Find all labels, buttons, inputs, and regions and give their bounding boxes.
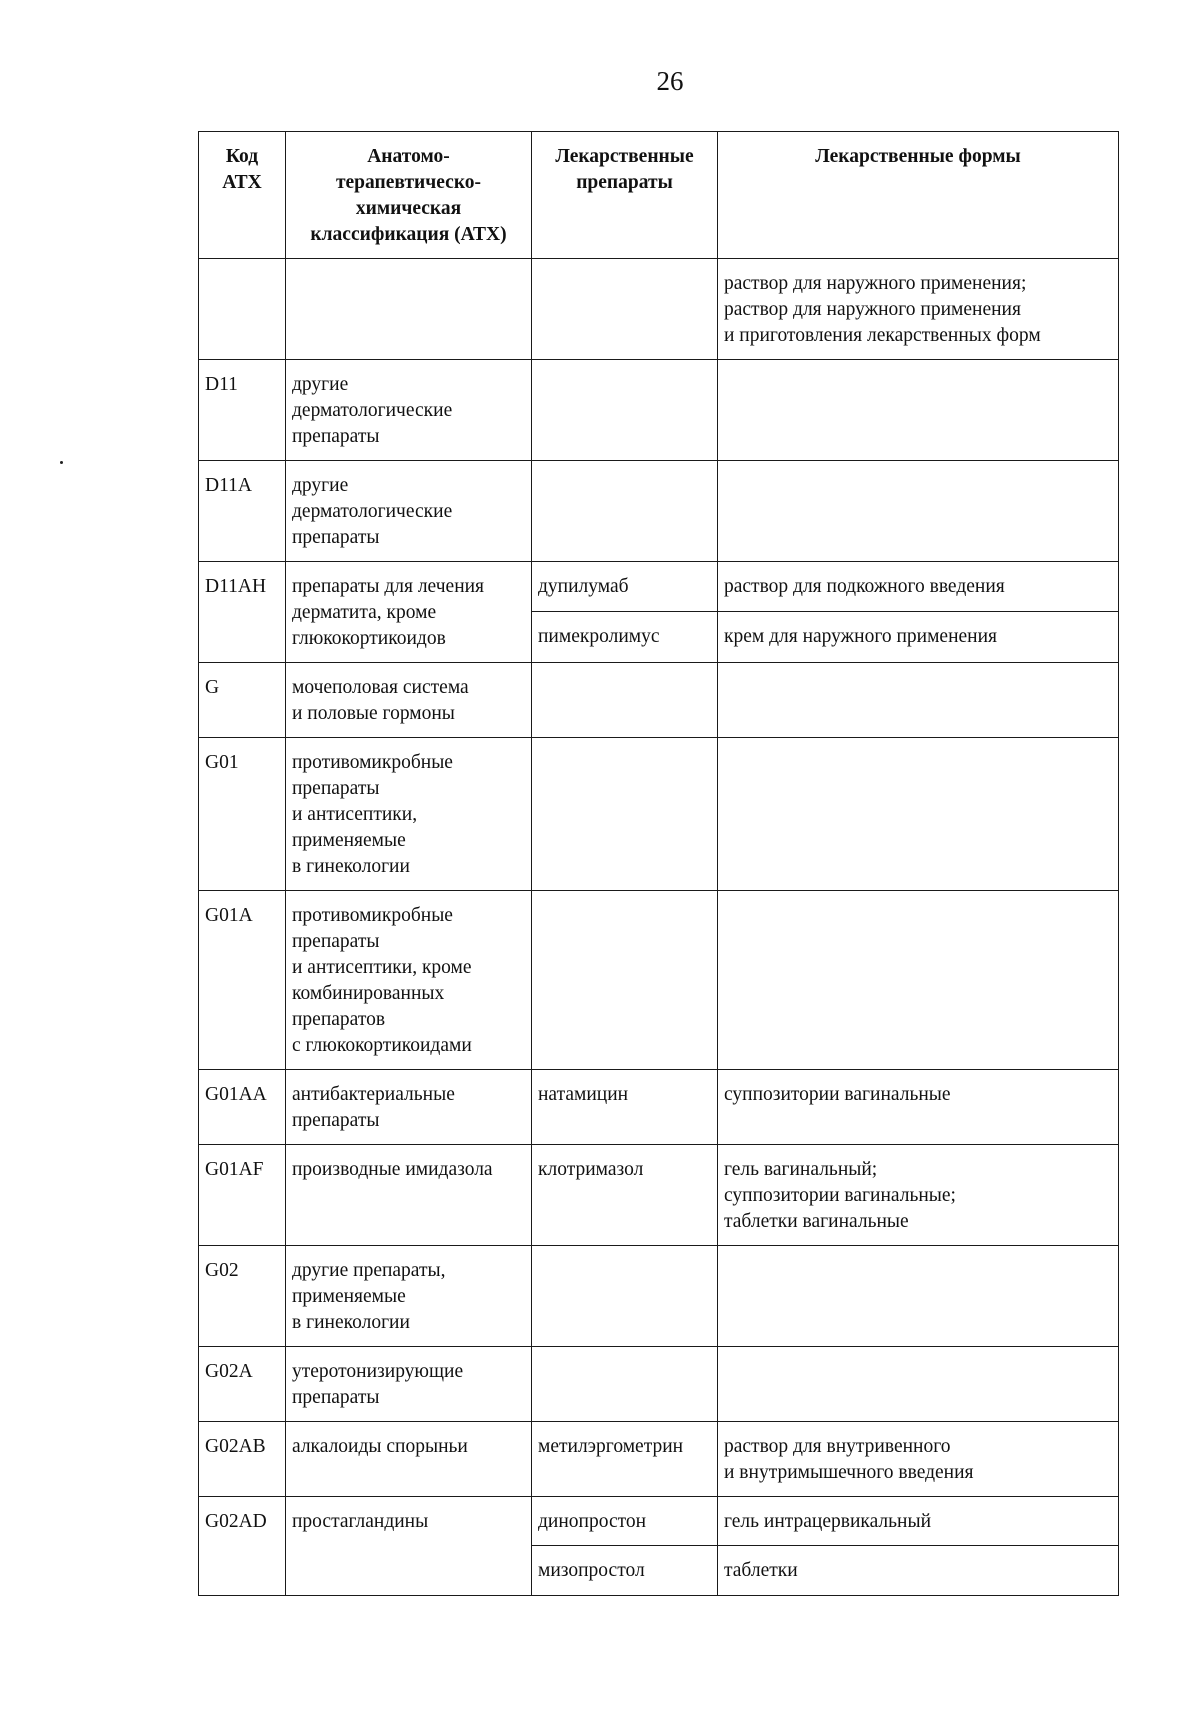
table-row xyxy=(199,663,1119,738)
drug-cell xyxy=(532,663,718,738)
drug-cell xyxy=(532,1246,718,1347)
classification-cell xyxy=(286,259,532,360)
drug-cell xyxy=(532,461,718,562)
atc-code-cell: G01AA xyxy=(199,1070,286,1145)
drug-cell: мизопростол xyxy=(532,1546,718,1596)
table-row xyxy=(199,1246,1119,1347)
classification-cell: другие дерматологические препараты xyxy=(286,461,532,562)
dosage-form-cell: гель вагинальный; суппозитории вагинальные; таблетки вагинальные xyxy=(718,1145,1119,1246)
table-row xyxy=(199,1070,1119,1145)
atc-code-cell: G02AD xyxy=(199,1497,286,1596)
table-row xyxy=(199,891,1119,1070)
table-row xyxy=(199,1497,1119,1546)
dosage-form-cell: раствор для внутривенного и внутримышечного введения xyxy=(718,1422,1119,1497)
drug-cell xyxy=(532,360,718,461)
drug-cell xyxy=(532,1347,718,1422)
drug-cell xyxy=(532,738,718,891)
drug-cell: метилэргометрин xyxy=(532,1422,718,1497)
header-drugs: Лекарственные препараты xyxy=(532,132,718,259)
classification-cell: другие дерматологические препараты xyxy=(286,360,532,461)
page-number: 26 xyxy=(656,66,684,96)
table-row xyxy=(199,562,1119,612)
drug-cell xyxy=(532,891,718,1070)
dosage-form-cell: гель интрацервикальный xyxy=(718,1497,1119,1546)
table-row xyxy=(199,738,1119,891)
dosage-form-cell: суппозитории вагинальные xyxy=(718,1070,1119,1145)
classification-cell: препараты для лечения дерматита, кроме глюкокортикоидов xyxy=(286,562,532,663)
drug-cell: пимекролимус xyxy=(532,611,718,662)
scan-speck xyxy=(60,461,63,464)
dosage-form-cell xyxy=(718,1246,1119,1347)
atc-code-cell: D11A xyxy=(199,461,286,562)
dosage-form-cell: крем для наружного применения xyxy=(718,611,1119,662)
header-classification: Анатомо- терапевтическо- химическая классификация (АТХ) xyxy=(286,132,532,259)
atc-code-cell: G01 xyxy=(199,738,286,891)
dosage-form-cell xyxy=(718,663,1119,738)
dosage-form-cell xyxy=(718,738,1119,891)
table-header xyxy=(199,132,1119,259)
table-body xyxy=(199,259,1119,1596)
table-row xyxy=(199,461,1119,562)
drug-cell xyxy=(532,259,718,360)
classification-cell: утеротонизирующие препараты xyxy=(286,1347,532,1422)
drug-cell: дупилумаб xyxy=(532,562,718,612)
table-row xyxy=(199,1347,1119,1422)
dosage-form-cell xyxy=(718,461,1119,562)
classification-cell: производные имидазола xyxy=(286,1145,532,1246)
classification-cell: алкалоиды спорыньи xyxy=(286,1422,532,1497)
table-row xyxy=(199,259,1119,360)
atc-code-cell: D11 xyxy=(199,360,286,461)
header-row xyxy=(199,132,1119,259)
drug-cell: динопростон xyxy=(532,1497,718,1546)
atc-code-cell: D11AH xyxy=(199,562,286,663)
atc-code-cell: G01A xyxy=(199,891,286,1070)
dosage-form-cell: раствор для наружного применения; раствор для наружного применения и приготовления лекарственных форм xyxy=(718,259,1119,360)
drug-cell: натамицин xyxy=(532,1070,718,1145)
classification-cell: другие препараты, применяемые в гинекологии xyxy=(286,1246,532,1347)
dosage-form-cell xyxy=(718,360,1119,461)
atc-code-cell xyxy=(199,259,286,360)
dosage-form-cell: таблетки xyxy=(718,1546,1119,1596)
atc-code-cell: G02AB xyxy=(199,1422,286,1497)
atc-code-cell: G02 xyxy=(199,1246,286,1347)
table-row xyxy=(199,1422,1119,1497)
atc-code-cell: G01AF xyxy=(199,1145,286,1246)
dosage-form-cell xyxy=(718,891,1119,1070)
atc-code-cell: G02A xyxy=(199,1347,286,1422)
dosage-form-cell: раствор для подкожного введения xyxy=(718,562,1119,612)
classification-cell: антибактериальные препараты xyxy=(286,1070,532,1145)
table-row xyxy=(199,1145,1119,1246)
classification-cell: противомикробные препараты и антисептики, кроме комбинированных препаратов с глюкокортикоидами xyxy=(286,891,532,1070)
atc-code-cell: G xyxy=(199,663,286,738)
classification-cell: мочеполовая система и половые гормоны xyxy=(286,663,532,738)
header-code: Код АТХ xyxy=(199,132,286,259)
drug-cell: клотримазол xyxy=(532,1145,718,1246)
classification-cell: простагландины xyxy=(286,1497,532,1596)
dosage-form-cell xyxy=(718,1347,1119,1422)
classification-cell: противомикробные препараты и антисептики, применяемые в гинекологии xyxy=(286,738,532,891)
atc-table xyxy=(198,131,1119,1596)
table-row xyxy=(199,360,1119,461)
header-forms: Лекарственные формы xyxy=(718,132,1119,259)
